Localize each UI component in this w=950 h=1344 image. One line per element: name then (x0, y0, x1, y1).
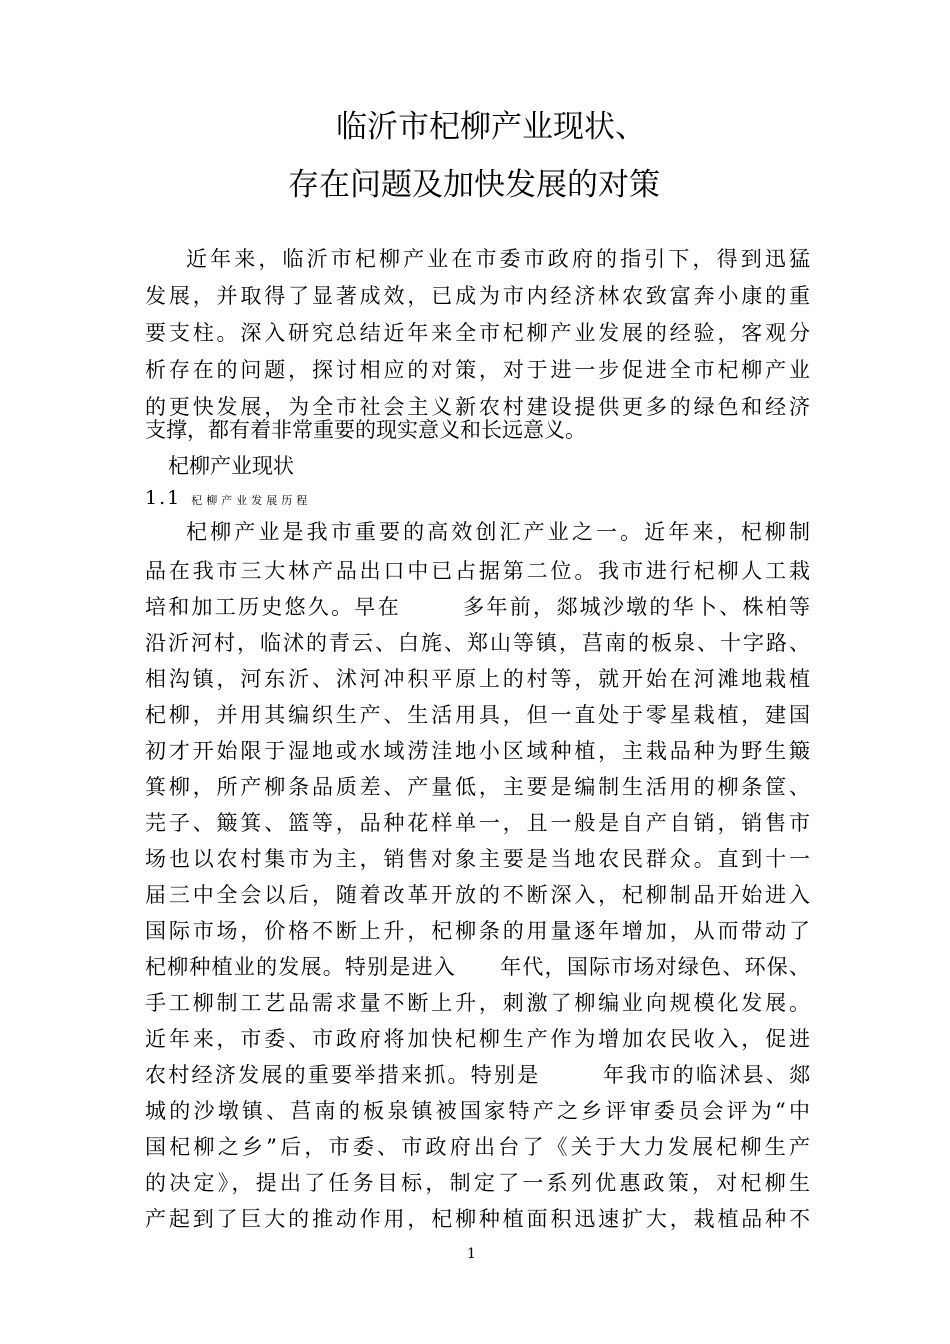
intro-line: 要支柱。深入研究总结近年来全市杞柳产业发展的经验，客观分 (145, 321, 810, 345)
body-line: 品在我市三大林产品出口中已占据第二位。我市进行杞柳人工栽 (145, 559, 810, 583)
title-line-1: 临沂市杞柳产业现状、 (336, 109, 646, 145)
body-line: 产起到了巨大的推动作用，杞柳种植面积迅速扩大，栽植品种不 (145, 1207, 810, 1231)
intro-line: 的更快发展，为全市社会主义新农村建设提供更多的绿色和经济 (145, 395, 810, 419)
intro-line: 发展，并取得了显著成效，已成为市内经济林农致富奔小康的重 (145, 284, 810, 308)
page-number: 1 (467, 1246, 476, 1262)
body-line-part: 年代，国际市场对绿色、环保、 (499, 955, 810, 979)
body-line-part: 培和加工历史悠久。早在 (145, 595, 401, 619)
body-line: 届三中全会以后，随着改革开放的不断深入，杞柳制品开始进入 (145, 883, 810, 907)
body-line: 国际市场，价格不断上升，杞柳条的用量逐年增加，从而带动了 (145, 919, 810, 943)
intro-line: 近年来，临沂市杞柳产业在市委市政府的指引下，得到迅猛 (186, 247, 810, 271)
body-line: 杞柳，并用其编织生产、生活用具，但一直处于零星栽植，建国 (145, 703, 810, 727)
body-line: 手工柳制工艺品需求量不断上升，刺激了柳编业向规模化发展。 (145, 991, 810, 1015)
body-line-part: 杞柳种植业的发展。特别是进入 (145, 955, 456, 979)
body-line (145, 948, 810, 986)
body-line: 沿沂河村，临沭的青云、白旄、郑山等镇，莒南的板泉、十字路、 (145, 631, 810, 655)
title-line-2: 存在问题及加快发展的对策 (288, 167, 660, 203)
body-line: 场也以农村集市为主，销售对象主要是当地农民群众。直到十一 (145, 847, 810, 871)
intro-line: 支撑，都有着非常重要的现实意义和长远意义。 (145, 418, 586, 442)
body-line (145, 1056, 810, 1094)
body-line: 的决定》，提出了任务目标，制定了一系列优惠政策，对杞柳生 (145, 1171, 810, 1195)
body-line (145, 588, 810, 626)
body-line: 初才开始限于湿地或水域涝洼地小区域种植，主栽品种为野生簸 (145, 739, 810, 763)
body-line-part: 农村经济发展的重要举措来抓。特别是 (145, 1063, 541, 1087)
body-line: 杞柳产业是我市重要的高效创汇产业之一。近年来，杞柳制 (186, 520, 810, 544)
body-line: 近年来，市委、市政府将加快杞柳生产作为增加农民收入，促进 (145, 1027, 810, 1051)
subsection-number: 1.1 (145, 487, 182, 509)
subsection-title: 杞柳产业发展历程 (191, 494, 312, 507)
body-line: 城的沙墩镇、莒南的板泉镇被国家特产之乡评审委员会评为“中 (145, 1099, 810, 1123)
subsection-heading (145, 483, 311, 516)
body-line-part: 年我市的临沭县、郯 (600, 1063, 810, 1087)
document-title (0, 98, 950, 214)
body-line: 箕柳，所产柳条品质差、产量低，主要是编制生活用的柳条筐、 (145, 775, 810, 799)
body-line-part: 多年前，郯城沙墩的华卜、株柏等 (460, 595, 810, 619)
body-line: 芫子、簸箕、篮等，品种花样单一，且一般是自产自销，销售市 (145, 811, 810, 835)
intro-line: 析存在的问题，探讨相应的对策，对于进一步促进全市杞柳产业 (145, 358, 810, 382)
section-heading: 杞柳产业现状 (168, 454, 294, 478)
body-line: 相沟镇，河东沂、沭河冲积平原上的村等，就开始在河滩地栽植 (145, 667, 810, 691)
body-line: 国杞柳之乡”后，市委、市政府出台了《关于大力发展杞柳生产 (145, 1135, 810, 1159)
